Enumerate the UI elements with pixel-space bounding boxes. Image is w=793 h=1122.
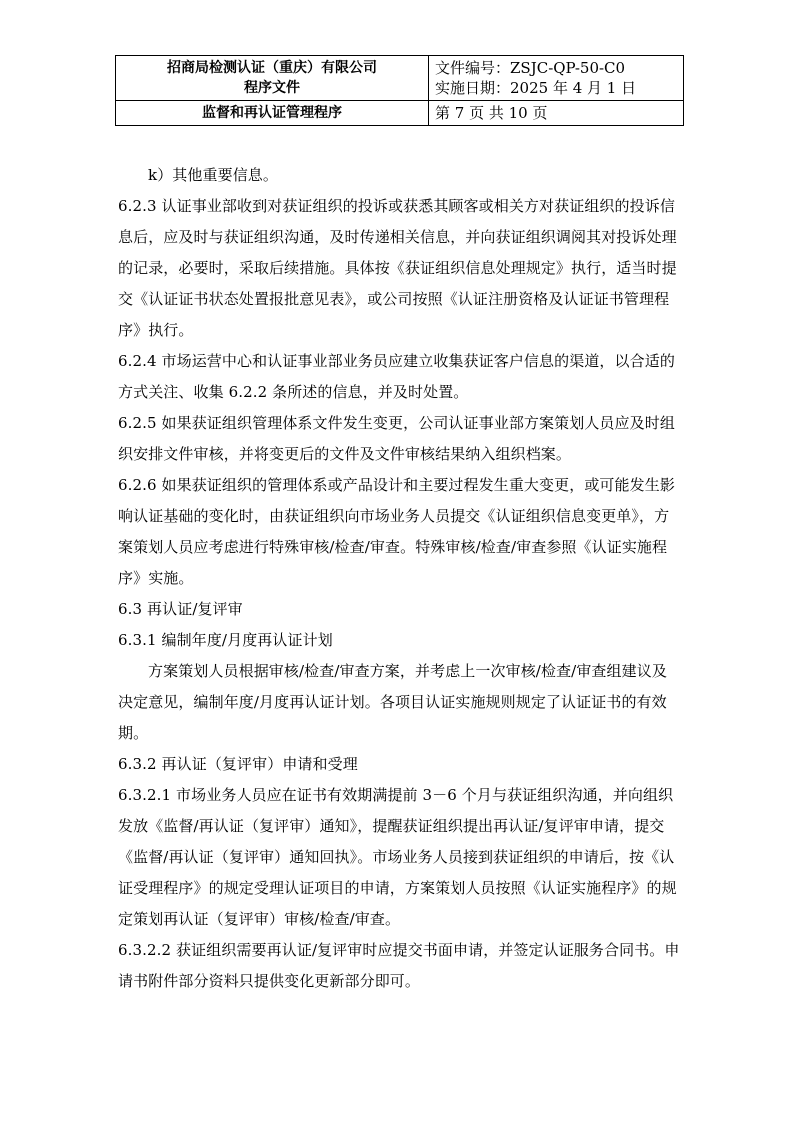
- paragraph-6-3-2-1: 6.3.2.1 市场业务人员应在证书有效期满提前 3－6 个月与获证组织沟通，并向组织发放《监督/再认证（复评审）通知》，提醒获证组织提出再认证/复评审申请，提交《监督/再认证（复评审）通知回执》。市场业务人员接到获证组织的申请后，按《认证受理程序》的规定受理认证项目的申请，方案策划人员按照《认证实施程序》的规定策划再认证（复评审）审核/检查/审查。: [118, 786, 677, 928]
- company-cell: [116, 56, 429, 101]
- page-info: 第 7 页 共 10 页: [429, 101, 684, 126]
- section-heading-6-3-1: 6.3.1 编制年度/月度再认证计划: [118, 631, 333, 649]
- paragraph-6-2-6: 6.2.6 如果获证组织的管理体系或产品设计和主要过程发生重大变更，或可能发生影响认证基础的变化时，由获证组织向市场业务人员提交《认证组织信息变更单》，方案策划人员应考虑进行特殊审核/检查/审查。特殊审核/检查/审查参照《认证实施程序》实施。: [118, 476, 675, 587]
- section-heading-6-3-2: 6.3.2 再认证（复评审）申请和受理: [118, 755, 358, 773]
- document-title: 监督和再认证管理程序: [116, 101, 429, 126]
- document-header-table: [115, 55, 684, 126]
- paragraph-6-2-4: 6.2.4 市场运营中心和认证事业部业务员应建立收集获证客户信息的渠道，以合适的方式关注、收集 6.2.2 条所述的信息，并及时处置。: [118, 352, 675, 401]
- paragraph-item-k: k）其他重要信息。: [148, 166, 278, 184]
- paragraph-6-3-1-body: 方案策划人员根据审核/检查/审查方案，并考虑上一次审核/检查/审查组建议及决定意见，编制年度/月度再认证计划。各项目认证实施规则规定了认证证书的有效期。: [118, 662, 667, 742]
- company-name: 招商局检测认证（重庆）有限公司: [167, 60, 377, 76]
- paragraph-6-3-2-2: 6.3.2.2 获证组织需要再认证/复评审时应提交书面申请，并签定认证服务合同书。申请书附件部分资料只提供变化更新部分即可。: [118, 941, 680, 990]
- document-body: [118, 160, 680, 997]
- effective-date: 实施日期：2025 年 4 月 1 日: [435, 79, 637, 97]
- document-number: 文件编号：ZSJC-QP-50-C0: [435, 59, 626, 77]
- section-heading-6-3: 6.3 再认证/复评审: [118, 600, 243, 618]
- meta-cell: [429, 56, 684, 101]
- paragraph-6-2-3: 6.2.3 认证事业部收到对获证组织的投诉或获悉其顾客或相关方对获证组织的投诉信息后，应及时与获证组织沟通，及时传递相关信息，并向获证组织调阅其对投诉处理的记录，必要时，采取后续措施。具体按《获证组织信息处理规定》执行，适当时提交《认证证书状态处置报批意见表》，或公司按照《认证注册资格及认证证书管理程序》执行。: [118, 197, 677, 339]
- paragraph-6-2-5: 6.2.5 如果获证组织管理体系文件发生变更，公司认证事业部方案策划人员应及时组织安排文件审核，并将变更后的文件及文件审核结果纳入组织档案。: [118, 414, 675, 463]
- document-type: 程序文件: [244, 80, 300, 96]
